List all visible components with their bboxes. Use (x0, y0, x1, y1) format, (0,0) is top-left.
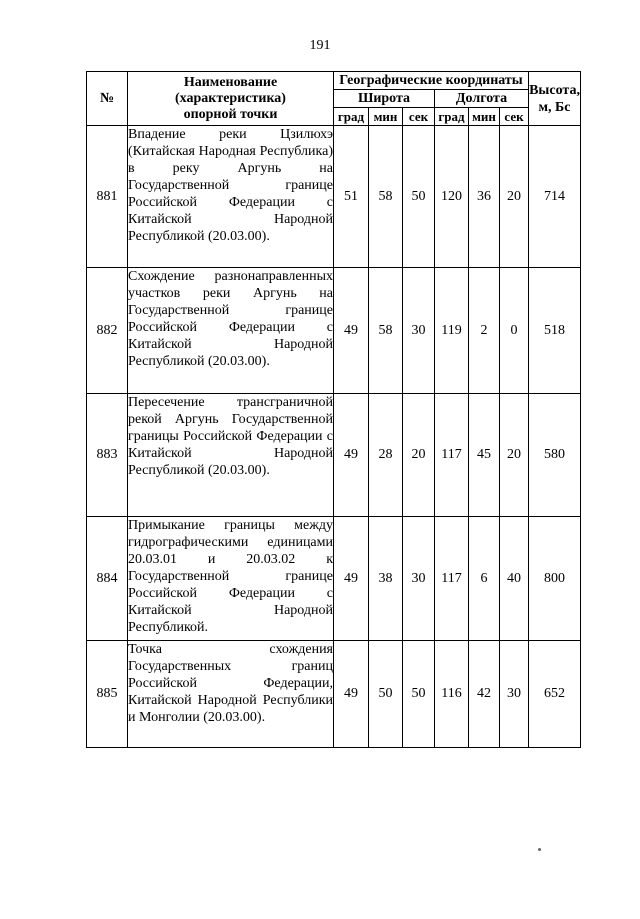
height-value: 518 (529, 268, 581, 394)
lon-min: 36 (469, 126, 500, 268)
lon-min: 6 (469, 517, 500, 641)
lat-sec: 30 (403, 268, 435, 394)
header-lat-sec: сек (403, 108, 435, 126)
lat-deg: 51 (334, 126, 369, 268)
lon-sec: 0 (500, 268, 529, 394)
header-lon-min: мин (469, 108, 500, 126)
row-number: 882 (87, 268, 128, 394)
row-number: 885 (87, 641, 128, 748)
row-number: 883 (87, 394, 128, 517)
header-geo-coordinates: Географические координаты (334, 72, 529, 90)
lat-deg: 49 (334, 517, 369, 641)
height-value: 800 (529, 517, 581, 641)
scan-speck (538, 848, 541, 851)
lon-deg: 117 (435, 394, 469, 517)
lat-min: 50 (369, 641, 403, 748)
lat-sec: 50 (403, 126, 435, 268)
coordinates-table (86, 71, 581, 748)
lon-min: 2 (469, 268, 500, 394)
lon-min: 45 (469, 394, 500, 517)
height-value: 714 (529, 126, 581, 268)
header-lat-min: мин (369, 108, 403, 126)
header-lon-deg: град (435, 108, 469, 126)
lon-deg: 119 (435, 268, 469, 394)
header-lat-deg: град (334, 108, 369, 126)
lat-min: 58 (369, 268, 403, 394)
lon-min: 42 (469, 641, 500, 748)
header-name-line1: Наименование (183, 74, 278, 90)
header-height-line1: Высота, (529, 82, 580, 98)
lon-deg: 120 (435, 126, 469, 268)
table-row (87, 517, 581, 641)
table-row (87, 394, 581, 517)
lat-min: 38 (369, 517, 403, 641)
lat-deg: 49 (334, 268, 369, 394)
row-description: Точка схождения Государственных границ Российской Федерации, Китайской Народной Республики и Монголии (20.03.00). (128, 641, 334, 748)
row-number: 884 (87, 517, 128, 641)
lon-deg: 116 (435, 641, 469, 748)
height-value: 652 (529, 641, 581, 748)
header-number: № (87, 72, 128, 126)
lat-deg: 49 (334, 641, 369, 748)
height-value: 580 (529, 394, 581, 517)
row-description: Пересечение трансграничной рекой Аргунь Государственной границы Российской Федерации с Китайской Народной Республикой (20.03.00). (128, 394, 334, 517)
lon-sec: 30 (500, 641, 529, 748)
lon-sec: 20 (500, 126, 529, 268)
header-name-line3: опорной точки (183, 106, 278, 122)
row-description: Примыкание границы между гидрографическими единицами 20.03.01 и 20.03.02 к Государственной границе Российской Федерации с Китайской Народной Республикой. (128, 517, 334, 641)
lat-min: 28 (369, 394, 403, 517)
lat-min: 58 (369, 126, 403, 268)
table-row (87, 268, 581, 394)
table-row (87, 641, 581, 748)
table-header (87, 72, 581, 126)
row-description: Схождение разнонаправленных участков реки Аргунь на Государственной границе Российской Федерации с Китайской Народной Республикой (20.03.00). (128, 268, 334, 394)
lat-sec: 50 (403, 641, 435, 748)
lat-sec: 20 (403, 394, 435, 517)
table-row (87, 126, 581, 268)
header-latitude: Широта (334, 90, 435, 108)
header-lon-sec: сек (500, 108, 529, 126)
lon-sec: 40 (500, 517, 529, 641)
page-number: 191 (309, 38, 331, 53)
lat-sec: 30 (403, 517, 435, 641)
lat-deg: 49 (334, 394, 369, 517)
row-number: 881 (87, 126, 128, 268)
header-name-line2: (характеристика) (175, 90, 286, 106)
header-longitude: Долгота (435, 90, 529, 108)
header-height-line2: м, Бс (538, 99, 571, 115)
header-height (529, 72, 581, 126)
header-name (128, 72, 334, 126)
lon-sec: 20 (500, 394, 529, 517)
row-description: Впадение реки Цзилюхэ (Китайская Народная Республика) в реку Аргунь на Государственной границе Российской Федерации с Китайской Народной Республикой (20.03.00). (128, 126, 334, 268)
lon-deg: 117 (435, 517, 469, 641)
